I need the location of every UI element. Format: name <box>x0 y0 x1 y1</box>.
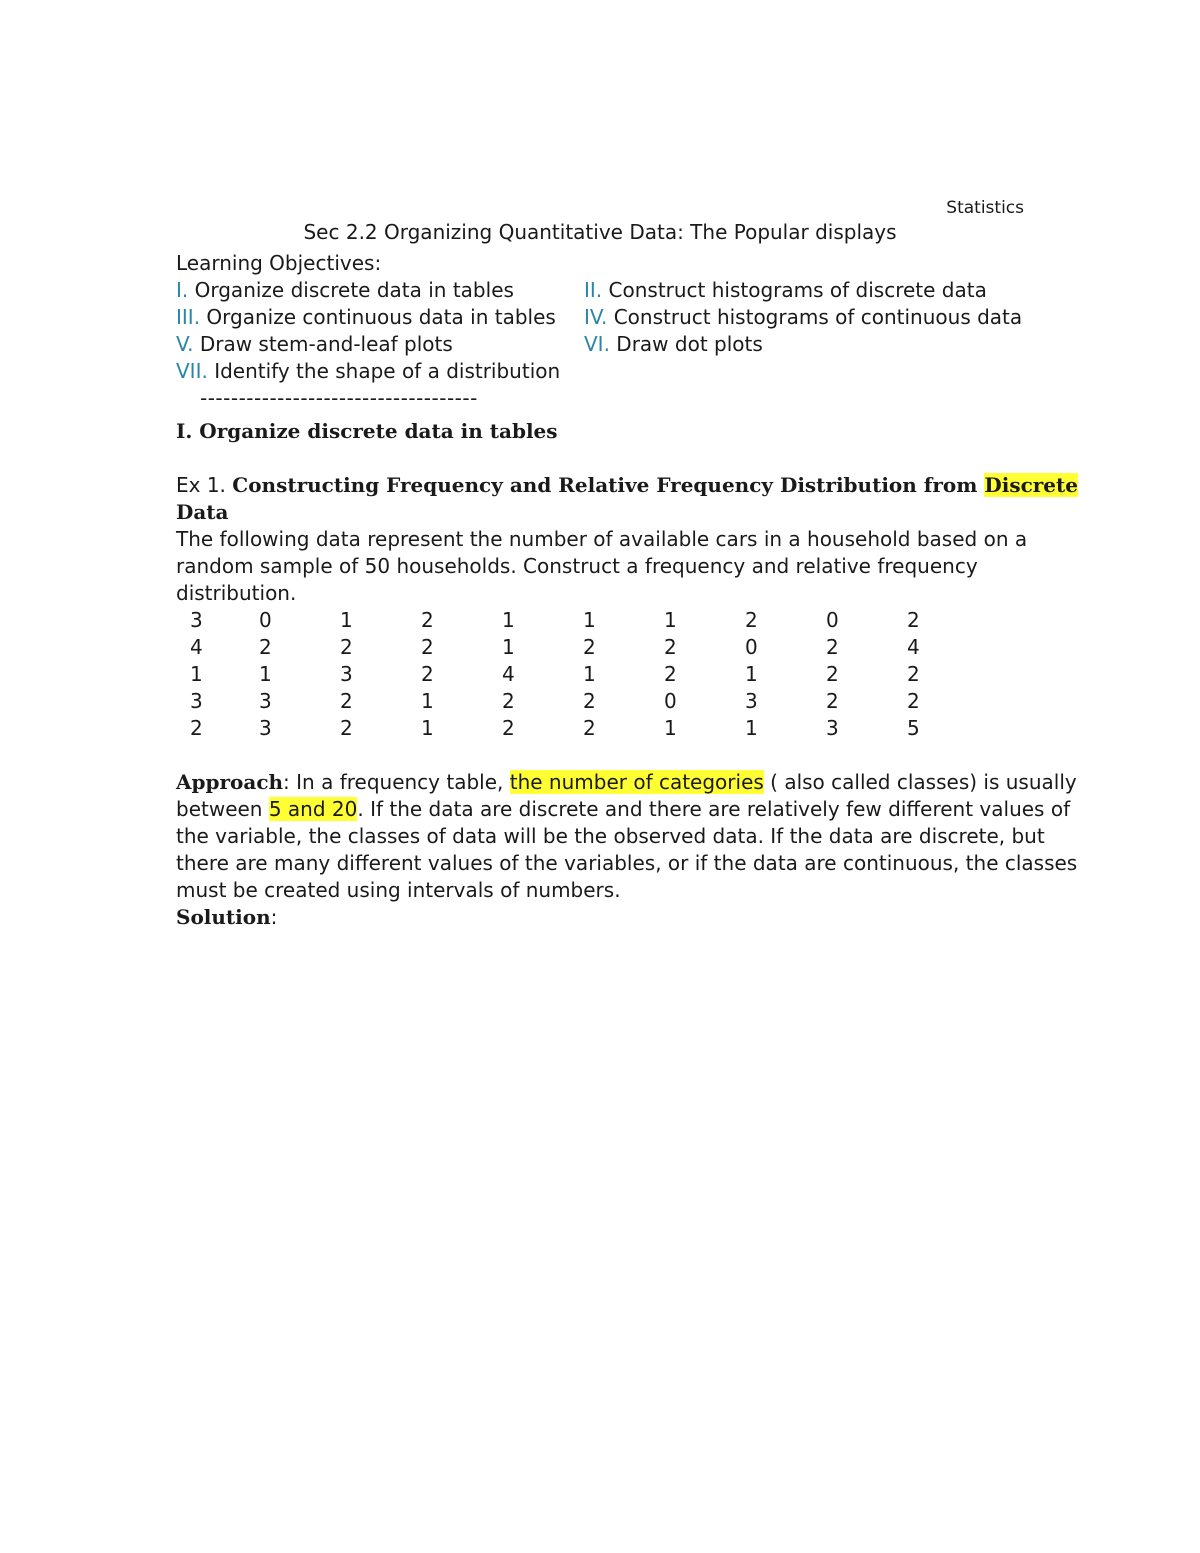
header-course: Statistics <box>946 198 1024 218</box>
table-cell: 2 <box>664 662 677 686</box>
objective-row <box>176 277 1026 304</box>
table-cell: 2 <box>583 716 596 740</box>
approach-text: ( also called classes) is usually <box>763 770 1077 794</box>
objective-item <box>176 304 584 331</box>
table-cell: 2 <box>907 608 920 632</box>
example-title <box>176 472 1078 499</box>
objective-number: III. <box>176 305 201 329</box>
approach-text: . If the data are discrete and there are relatively few different values of <box>357 797 1071 821</box>
table-cell: 2 <box>421 608 434 632</box>
document-body <box>176 250 1078 931</box>
approach-line-4: there are many different values of the variables, or if the data are continuous, the classes <box>176 851 1078 875</box>
table-cell: 4 <box>190 635 203 659</box>
objective-row <box>176 331 1026 358</box>
table-row <box>178 634 988 661</box>
table-cell: 2 <box>907 689 920 713</box>
table-cell: 2 <box>190 716 203 740</box>
table-cell: 1 <box>259 662 272 686</box>
example-prefix: Ex 1. <box>176 473 233 497</box>
objective-row <box>176 304 1026 331</box>
example-desc-1: The following data represent the number of available cars in a household based on a <box>176 527 1028 551</box>
table-cell: 2 <box>664 635 677 659</box>
table-row <box>178 661 988 688</box>
objective-number: VII. <box>176 359 208 383</box>
table-cell: 3 <box>826 716 839 740</box>
table-cell: 2 <box>421 662 434 686</box>
table-row <box>178 688 988 715</box>
table-cell: 2 <box>907 662 920 686</box>
data-table <box>178 607 988 742</box>
table-cell: 2 <box>745 608 758 632</box>
objective-number: IV. <box>584 305 608 329</box>
table-cell: 2 <box>340 689 353 713</box>
table-cell: 1 <box>421 716 434 740</box>
table-cell: 0 <box>259 608 272 632</box>
table-cell: 2 <box>826 662 839 686</box>
table-cell: 2 <box>826 689 839 713</box>
table-cell: 1 <box>502 608 515 632</box>
objective-number: II. <box>584 278 603 302</box>
table-cell: 2 <box>259 635 272 659</box>
solution-line <box>176 904 1026 931</box>
objective-row <box>176 358 1026 385</box>
table-cell: 2 <box>421 635 434 659</box>
table-cell: 1 <box>745 662 758 686</box>
table-cell: 0 <box>664 689 677 713</box>
table-cell: 2 <box>826 635 839 659</box>
table-cell: 3 <box>259 689 272 713</box>
objective-item <box>176 331 584 358</box>
table-cell: 2 <box>340 635 353 659</box>
approach-highlight-1: the number of categories <box>509 770 764 794</box>
objective-item <box>584 304 1022 331</box>
example-title-main: Constructing Frequency and Relative Frequency Distribution from <box>232 473 985 497</box>
table-cell: 1 <box>745 716 758 740</box>
table-cell: 1 <box>583 662 596 686</box>
table-cell: 3 <box>190 608 203 632</box>
table-row <box>178 715 988 742</box>
table-cell: 4 <box>907 635 920 659</box>
objective-item <box>584 331 763 358</box>
table-cell: 1 <box>502 635 515 659</box>
objective-number: I. <box>176 278 189 302</box>
divider: ------------------------------------ <box>200 386 478 410</box>
objective-text: Draw stem-and-leaf plots <box>199 332 453 356</box>
approach-text: : In a frequency table, <box>283 770 510 794</box>
section-heading: I. Organize discrete data in tables <box>176 419 558 443</box>
table-cell: 2 <box>583 635 596 659</box>
objective-item <box>176 358 584 385</box>
approach-line-1 <box>176 769 1077 796</box>
objective-number: VI. <box>584 332 610 356</box>
table-cell: 2 <box>340 716 353 740</box>
table-cell: 1 <box>421 689 434 713</box>
example-desc-3: distribution. <box>176 581 297 605</box>
approach-highlight-2: 5 and 20 <box>268 797 358 821</box>
table-cell: 0 <box>826 608 839 632</box>
objective-number: V. <box>176 332 194 356</box>
objectives-list <box>176 277 1026 385</box>
table-row <box>178 607 988 634</box>
table-cell: 4 <box>502 662 515 686</box>
solution-colon: : <box>270 905 278 929</box>
example-desc-2: random sample of 50 households. Construct a frequency and relative frequency <box>176 554 978 578</box>
approach-line-5: must be created using intervals of numbers. <box>176 878 621 902</box>
table-cell: 1 <box>190 662 203 686</box>
table-cell: 1 <box>664 716 677 740</box>
example-title-end: Data <box>176 500 229 524</box>
objective-text: Construct histograms of continuous data <box>613 305 1023 329</box>
objective-text: Organize continuous data in tables <box>206 305 556 329</box>
approach-line-3: the variable, the classes of data will be the observed data. If the data are discrete, but <box>176 824 1045 848</box>
approach-text: between <box>176 797 269 821</box>
objective-item <box>176 277 584 304</box>
table-cell: 0 <box>745 635 758 659</box>
objective-text: Identify the shape of a distribution <box>214 359 561 383</box>
table-cell: 2 <box>502 689 515 713</box>
page-title: Sec 2.2 Organizing Quantitative Data: The Popular displays <box>303 220 897 244</box>
objective-text: Organize discrete data in tables <box>194 278 514 302</box>
objective-item <box>584 277 987 304</box>
approach-label: Approach <box>176 770 284 794</box>
table-cell: 3 <box>340 662 353 686</box>
table-cell: 3 <box>190 689 203 713</box>
table-cell: 1 <box>583 608 596 632</box>
solution-label: Solution <box>176 905 271 929</box>
table-cell: 2 <box>502 716 515 740</box>
table-cell: 2 <box>583 689 596 713</box>
table-cell: 3 <box>745 689 758 713</box>
example-title-highlight: Discrete <box>984 473 1078 497</box>
table-cell: 3 <box>259 716 272 740</box>
approach-line-2 <box>176 796 1071 823</box>
table-cell: 1 <box>664 608 677 632</box>
objectives-heading: Learning Objectives: <box>176 251 382 275</box>
objective-text: Construct histograms of discrete data <box>608 278 987 302</box>
objective-text: Draw dot plots <box>616 332 763 356</box>
table-cell: 5 <box>907 716 920 740</box>
table-cell: 1 <box>340 608 353 632</box>
